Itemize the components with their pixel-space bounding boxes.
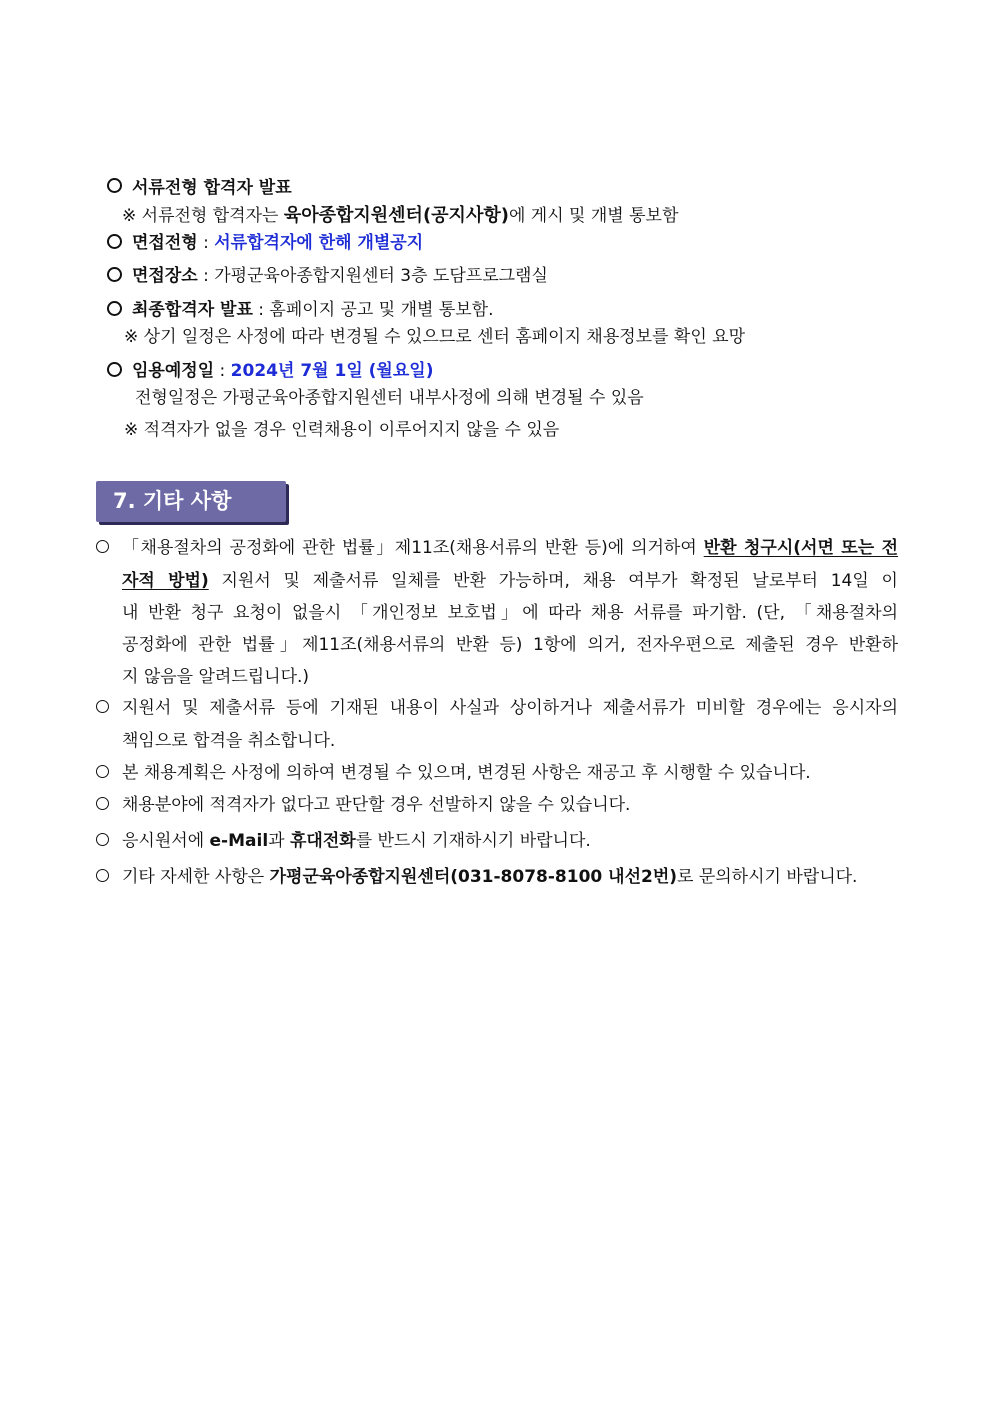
section-7-header: 7. 기타 사항 [96, 481, 286, 522]
para1-line3: 내 반환 청구 요청이 없을시 「개인정보 보호법」에 따라 채용 서류를 파기함. (단, 「채용절차의 [122, 603, 898, 623]
final-value: 홈페이지 공고 및 개별 통보함. [269, 300, 494, 320]
final-sep: : [252, 300, 270, 320]
para6-a: 기타 자세한 사항은 [122, 867, 270, 887]
item-final-result [132, 295, 494, 320]
para1-line4: 공정화에 관한 법률」제11조(채용서류의 반환 등) 1항에 의거, 전자우편으로 제출된 경우 반환하 [122, 635, 898, 655]
bullet-circle-icon [96, 765, 109, 778]
para1-line2 [122, 566, 898, 591]
para1-line5: 지 않음을 알려드립니다.) [122, 667, 310, 687]
para5-a: 응시원서에 [122, 831, 210, 851]
bullet-circle-icon [96, 797, 109, 810]
note-schedule-change: 전형일정은 가평군육아종합지원센터 내부사정에 의해 변경될 수 있음 [135, 388, 644, 408]
para4: 채용분야에 적격자가 없다고 판단할 경우 선발하지 않을 수 있습니다. [122, 795, 631, 815]
appointment-label: 임용예정일 [132, 361, 215, 381]
note-no-candidate: ※ 적격자가 없을 경우 인력채용이 이루어지지 않을 수 있음 [124, 420, 560, 440]
bullet-circle-icon [96, 700, 109, 713]
bullet-circle-icon [107, 234, 122, 249]
para1-line2-underlined: 자적 방법) [122, 571, 209, 591]
bullet-circle-icon [107, 301, 122, 316]
appointment-sep: : [214, 361, 231, 381]
note-document-result [122, 201, 678, 227]
interview-label: 면접전형 [132, 233, 198, 253]
item-interview [132, 228, 423, 253]
para1-line1 [122, 533, 898, 558]
para5-c: 과 [268, 831, 290, 851]
para1-line1-text: 「채용절차의 공정화에 관한 법률」제11조(채용서류의 반환 등)에 의거하여 [122, 538, 704, 558]
bullet-circle-icon [96, 540, 109, 553]
para2-line1: 지원서 및 제출서류 등에 기재된 내용이 사실과 상이하거나 제출서류가 미비할 경우에는 응시자의 [122, 698, 898, 718]
para5 [122, 826, 591, 851]
bullet-circle-icon [96, 869, 109, 882]
para1-line2-text: 지원서 및 제출서류 일체를 반환 가능하며, 채용 여부가 확정된 날로부터 14일 이 [208, 571, 898, 591]
para6-c: 로 문의하시기 바랍니다. [677, 867, 858, 887]
place-value: 가평군육아종합지원센터 3층 도담프로그램실 [214, 266, 548, 286]
para2-line2: 책임으로 합격을 취소합니다. [122, 731, 336, 751]
para5-email: e-Mail [209, 831, 269, 851]
item-document-result-label: 서류전형 합격자 발표 [132, 178, 292, 198]
bullet-circle-icon [107, 178, 122, 193]
item-appointment [132, 356, 433, 381]
appointment-value: 2024년 7월 1일 (월요일) [230, 361, 434, 381]
para6 [122, 862, 857, 887]
note-prefix: ※ 서류전형 합격자는 [122, 206, 284, 226]
final-label: 최종합격자 발표 [132, 300, 253, 320]
place-sep: : [197, 266, 215, 286]
interview-sep: : [197, 233, 215, 253]
para3: 본 채용계획은 사정에 의하여 변경될 수 있으며, 변경된 사항은 재공고 후 시행할 수 있습니다. [122, 763, 811, 783]
para5-phone: 휴대전화 [289, 831, 356, 851]
place-label: 면접장소 [132, 266, 198, 286]
note-final-result: ※ 상기 일정은 사정에 따라 변경될 수 있으므로 센터 홈페이지 채용정보를 확인 요망 [124, 327, 746, 347]
bullet-circle-icon [107, 362, 122, 377]
para1-line1-underlined: 반환 청구시(서면 또는 전 [703, 538, 898, 558]
note-suffix: 에 게시 및 개별 통보함 [508, 206, 679, 226]
note-bold: 육아종합지원센터(공지사항) [283, 205, 509, 226]
para6-contact: 가평군육아종합지원센터(031-8078-8100 내선2번) [269, 867, 678, 887]
bullet-circle-icon [107, 267, 122, 282]
para5-e: 를 반드시 기재하시기 바랍니다. [355, 831, 591, 851]
item-interview-place [132, 261, 548, 286]
bullet-circle-icon [96, 833, 109, 846]
interview-value: 서류합격자에 한해 개별공지 [214, 233, 424, 253]
